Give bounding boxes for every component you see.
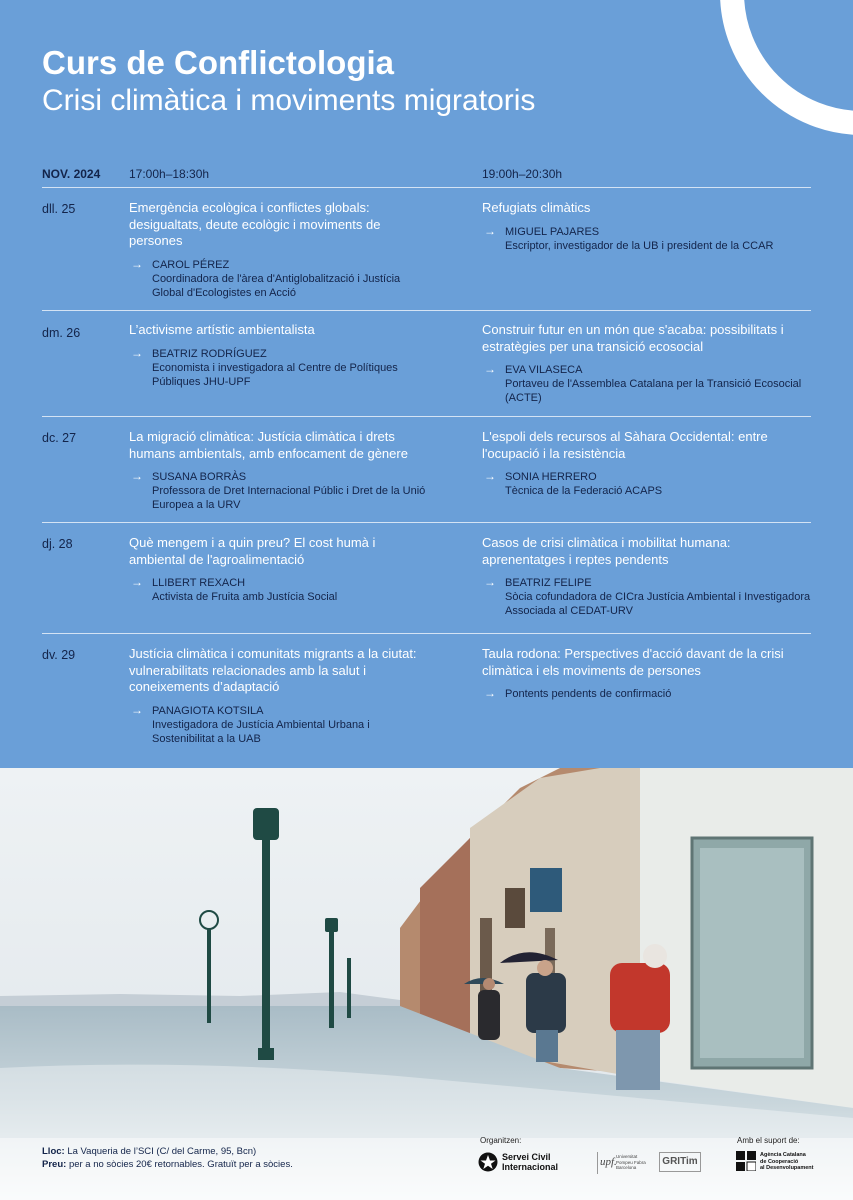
day-label: dc. 27 xyxy=(42,431,77,445)
speaker-role: Coordinadora de l'àrea d'Antiglobalització i Justícia Global d'Ecologistes en Acció xyxy=(152,272,401,299)
price-label: Preu: xyxy=(42,1159,67,1170)
venue-info xyxy=(42,1145,293,1171)
sci-line1: Servei Civil xyxy=(502,1152,551,1162)
speaker-role: Sòcia cofundadora de CICra Justícia Ambiental i Investigadora Associada al CEDAT-URV xyxy=(505,591,811,617)
price-value: per a no sòcies 20€ retornables. Gratuït per a sòcies. xyxy=(68,1159,293,1170)
page-title: Curs de Conflictologia xyxy=(42,44,395,81)
arrow-right-icon: → xyxy=(484,469,496,483)
page-subtitle: Crisi climàtica i moviments migratoris xyxy=(42,84,536,117)
support-label: Amb el suport de: xyxy=(737,1136,800,1145)
session-card xyxy=(129,322,429,389)
day-label: dm. 26 xyxy=(42,326,81,340)
venue-value: La Vaqueria de l’SCI (C/ del Carme, 95, Bcn) xyxy=(67,1146,257,1157)
speaker xyxy=(129,347,429,389)
session-card xyxy=(482,200,817,253)
speaker xyxy=(129,704,429,746)
flooded-street-photo xyxy=(0,768,853,1200)
speaker-role: Activista de Fruita amb Justícia Social xyxy=(152,591,338,603)
session-card xyxy=(482,646,817,701)
speaker-role: Portaveu de l'Assemblea Catalana per la Transició Ecosocial (ACTE) xyxy=(505,378,802,404)
arrow-right-icon: → xyxy=(131,702,143,717)
session-title: L’activisme artístic ambientalista xyxy=(129,322,315,337)
arrow-right-icon: → xyxy=(131,345,143,360)
speaker xyxy=(129,470,429,512)
acc-line2: de Cooperació xyxy=(760,1158,799,1165)
session-title: Taula rodona: Perspectives d'acció davant de la crisi climàtica i els moviments de persones xyxy=(482,646,784,678)
arrow-right-icon: → xyxy=(131,256,143,271)
session-card xyxy=(482,322,817,405)
speaker xyxy=(482,225,817,253)
session-card xyxy=(482,429,817,498)
speaker-role: Professora de Dret Internacional Públic i Dret de la Unió Europea a la URV xyxy=(152,485,426,511)
day-label: dll. 25 xyxy=(42,202,76,216)
divider xyxy=(42,633,811,634)
speaker-role: Tècnica de la Federació ACAPS xyxy=(505,485,663,497)
upf-logo xyxy=(597,1152,652,1174)
day-label: dv. 29 xyxy=(42,648,76,662)
arrow-right-icon: → xyxy=(484,686,496,700)
speaker xyxy=(129,576,429,604)
session-title: La migració climàtica: Justícia climàtica i drets humans ambientals, amb enfocament de gènere xyxy=(129,429,408,461)
divider xyxy=(42,310,811,311)
speaker xyxy=(482,363,817,405)
time-slot-1: 17:00h–18:30h xyxy=(129,167,210,181)
speaker-role: Economista i investigadora al Centre de Polítiques Públiques JHU-UPF xyxy=(152,361,398,388)
divider xyxy=(42,522,811,523)
speaker-name: CAROL PÉREZ xyxy=(152,258,230,271)
speaker-role: Investigadora de Justícia Ambiental Urbana i Sostenibilitat a la UAB xyxy=(152,718,370,745)
speaker xyxy=(482,470,817,498)
session-title: Emergència ecològica i conflictes globals: desigualtats, deute ecològic i moviments de persones xyxy=(129,200,381,248)
speaker-name: MIGUEL PAJARES xyxy=(505,225,600,238)
session-title: Refugiats climàtics xyxy=(482,200,591,215)
session-card xyxy=(129,646,429,746)
speaker-role: Escriptor, investigador de la UB i president de la CCAR xyxy=(505,239,774,252)
sci-logo xyxy=(478,1151,570,1175)
speaker xyxy=(482,576,817,618)
gritim-logo: GRITim xyxy=(659,1152,701,1172)
divider xyxy=(42,416,811,417)
acc-line1: Agència Catalana xyxy=(760,1152,806,1158)
speaker xyxy=(129,258,429,300)
venue-label: Lloc: xyxy=(42,1146,65,1157)
speaker-name: Pontents pendents de confirmació xyxy=(505,688,672,700)
arrow-right-icon: → xyxy=(131,575,143,589)
divider xyxy=(42,187,811,188)
acc-line3: al Desenvolupament xyxy=(760,1165,814,1171)
arrow-right-icon: → xyxy=(484,223,496,238)
speaker-name: PANAGIOTA KOTSILA xyxy=(152,704,264,717)
speaker-name: LLIBERT REXACH xyxy=(152,577,246,589)
session-title: L'espoli dels recursos al Sàhara Occidental: entre l'ocupació i la resistència xyxy=(482,429,768,461)
session-title: Què mengem i a quin preu? El cost humà i ambiental de l'agroalimentació xyxy=(129,535,376,567)
organizers-label: Organitzen: xyxy=(480,1136,522,1145)
upf-line1: Universitat xyxy=(616,1154,638,1159)
decorative-ring xyxy=(720,0,853,135)
month-label: NOV. 2024 xyxy=(42,167,101,181)
upf-line2: Pompeu Fabra xyxy=(616,1159,646,1165)
arrow-right-icon: → xyxy=(484,575,496,589)
session-title: Construir futur en un món que s'acaba: possibilitats i estratègies per una transició ecosocial xyxy=(482,322,784,354)
upf-mark: upf. xyxy=(600,1156,617,1168)
speaker xyxy=(482,687,817,701)
speaker-name: BEATRIZ RODRÍGUEZ xyxy=(152,347,267,360)
session-card xyxy=(129,200,429,300)
arrow-right-icon: → xyxy=(484,362,496,376)
acc-logo xyxy=(736,1151,816,1175)
session-card xyxy=(482,535,817,618)
upf-line3: Barcelona xyxy=(616,1165,637,1170)
session-title: Casos de crisi climàtica i mobilitat humana: aprenentatges i reptes pendents xyxy=(482,535,731,567)
arrow-right-icon: → xyxy=(131,469,143,483)
session-card xyxy=(129,535,429,604)
speaker-name: EVA VILASECA xyxy=(505,364,583,376)
day-label: dj. 28 xyxy=(42,537,73,551)
session-card xyxy=(129,429,429,512)
sci-line2: Internacional xyxy=(502,1162,559,1172)
speaker-name: BEATRIZ FELIPE xyxy=(505,577,592,589)
time-slot-2: 19:00h–20:30h xyxy=(482,167,563,181)
speaker-name: SONIA HERRERO xyxy=(505,471,597,483)
session-title: Justícia climàtica i comunitats migrants a la ciutat: vulnerabilitats relacionades amb la salut i coneixements d’adaptació xyxy=(129,646,417,694)
sci-star-icon xyxy=(478,1152,498,1172)
acc-emblem-icon xyxy=(736,1151,756,1171)
speaker-name: SUSANA BORRÀS xyxy=(152,471,247,483)
